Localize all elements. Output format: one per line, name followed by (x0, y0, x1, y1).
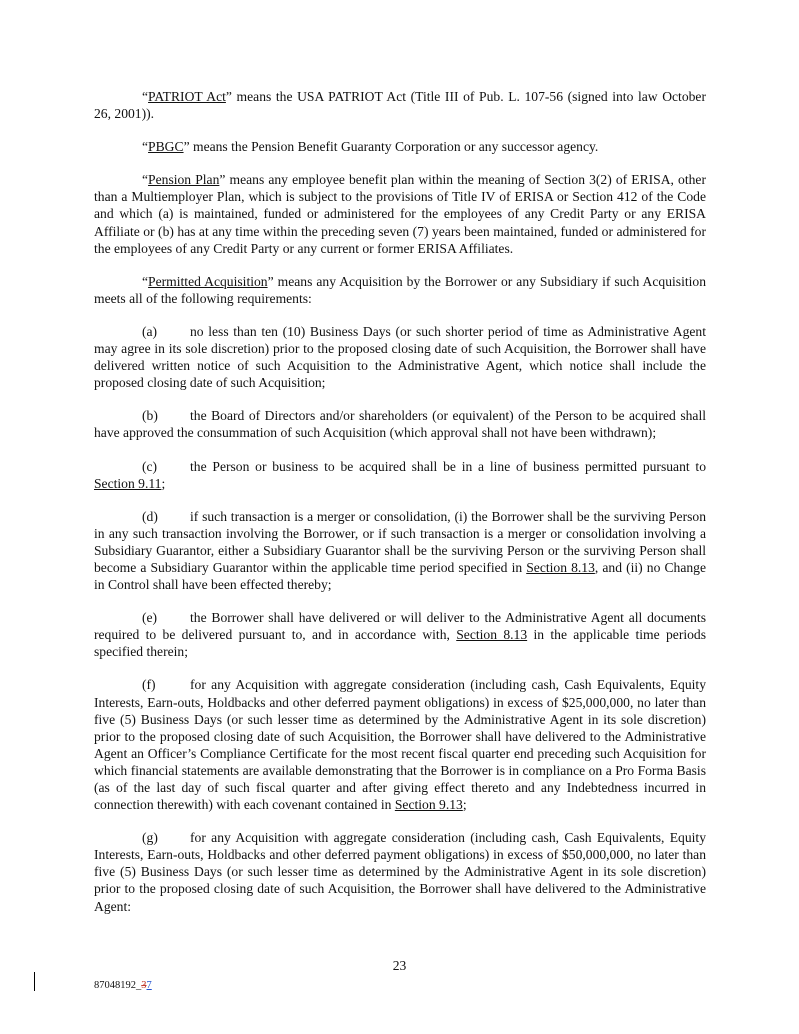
clause-b (94, 407, 706, 441)
page-number: 23 (392, 958, 407, 973)
definition-patriot-act (94, 88, 706, 122)
definition-permitted-acquisition (94, 273, 706, 307)
definition-text: ” means the Pension Benefit Guaranty Corporation or any successor agency. (183, 139, 599, 155)
open-quote: “ (142, 139, 149, 155)
clause-label: (d) (142, 508, 158, 524)
open-quote: “ (142, 273, 149, 289)
change-bar (34, 972, 35, 991)
clause-text: if such transaction is a merger or consolidation, (i) the Borrower shall be the surviving Person in any such transaction involving the Borrower, or if such transaction is a merger or consolidation involving a Subsidiary Guarantor, either a Subsidiary Guarantor shall be the surviving Person or the surviving Person shall become a Subsidiary Guarantor within the applicable time period specified in (94, 508, 706, 575)
document-page (94, 88, 706, 931)
defined-term: PBGC (148, 139, 184, 155)
definition-text: ” means the USA PATRIOT Act (Title III of Pub. L. 107-56 (signed into law October 26, 2001)). (94, 89, 706, 122)
version-deleted: 3 (141, 980, 147, 991)
clause-tail: ; (462, 797, 467, 813)
clause-label: (g) (142, 830, 158, 846)
clause-label: (a) (142, 323, 158, 339)
clause-a (94, 323, 706, 391)
clause-g (94, 829, 706, 914)
section-reference: Section 9.13 (394, 797, 463, 813)
open-quote: “ (142, 89, 149, 104)
definition-pension-plan (94, 171, 706, 256)
clause-text: the Borrower shall have delivered or will deliver to the Administrative Agent all documents required to be delivered pursuant to, and in accordance with, (94, 610, 706, 643)
clause-label: (b) (142, 408, 158, 424)
version-inserted: 7 (146, 980, 152, 991)
clause-text: for any Acquisition with aggregate consideration (including cash, Cash Equivalents, Equity Interests, Earn-outs, Holdbacks and other deferred payment obligations) in excess of $50,000,000, no later than five (5) Business Days (or such lesser time as determined by the Administrative Agent in its sole discretion) prior to the proposed closing date of such Acquisition, the Borrower shall have delivered to the Administrative Agent: (94, 830, 706, 914)
clause-c (94, 458, 706, 492)
section-reference: Section 8.13 (456, 627, 528, 643)
defined-term: PATRIOT Act (148, 89, 226, 104)
defined-term: Pension Plan (148, 172, 220, 188)
document-id (94, 980, 152, 991)
doc-id-base: 87048192_ (94, 980, 142, 991)
clause-d (94, 508, 706, 593)
clause-text: the Board of Directors and/or shareholders (or equivalent) of the Person to be acquired shall have approved the consummation of such Acquisition (which approval shall not have been withdrawn); (94, 408, 706, 441)
section-reference: Section 8.13 (526, 559, 595, 575)
clause-e (94, 609, 706, 660)
clause-text: no less than ten (10) Business Days (or such shorter period of time as Administrative Agent may agree in its sole discretion) prior to the proposed closing date of such Acquisition, the Borrower shall have delivered written notice of such Acquisition to the Administrative Agent, which notice shall include the proposed closing date of such Acquisition; (94, 323, 706, 391)
clause-f (94, 676, 706, 813)
open-quote: “ (142, 172, 149, 188)
clause-label: (c) (142, 458, 158, 474)
clause-label: (f) (142, 677, 156, 693)
clause-tail: in the applicable time periods specified therein; (94, 627, 707, 660)
clause-label: (e) (142, 610, 158, 626)
clause-tail: , and (ii) no Change in Control shall have been effected thereby; (94, 559, 706, 593)
definition-pbgc (94, 138, 706, 155)
definition-text: ” means any employee benefit plan within the meaning of Section 3(2) of ERISA, other than a Multiemployer Plan, which is subject to the provisions of Title IV of ERISA or Section 412 of the Code and which (a) is maintained, funded or administered for the employees of any Credit Party or any ERISA Affiliate or (b) has at any time within the preceding seven (7) years been maintained, funded or administered for the employees of any Credit Party or any current or former ERISA Affiliates. (94, 172, 706, 256)
section-reference: Section 9.11 (94, 475, 162, 491)
clause-text: the Person or business to be acquired shall be in a line of business permitted pursuant to (190, 458, 706, 474)
definition-text: ” means any Acquisition by the Borrower or any Subsidiary if such Acquisition meets all of the following requirements: (94, 273, 706, 306)
clause-text: for any Acquisition with aggregate consideration (including cash, Cash Equivalents, Equity Interests, Earn-outs, Holdbacks and other deferred payment obligations) in excess of $25,000,000, no later than five (5) Business Days (or such lesser time as determined by the Administrative Agent in its sole discretion) prior to the proposed closing date of such Acquisition, the Borrower shall have delivered to the Administrative Agent an Officer’s Compliance Certificate for the most recent fiscal quarter end preceding such Acquisition for which financial statements are available demonstrating that the Borrower is in compliance on a Pro Forma Basis (as of the last day of such fiscal quarter and after giving effect thereto and any Indebtedness incurred in connection therewith) with each covenant contained in (94, 677, 706, 813)
clause-tail: ; (161, 475, 166, 491)
defined-term: Permitted Acquisition (148, 273, 268, 289)
